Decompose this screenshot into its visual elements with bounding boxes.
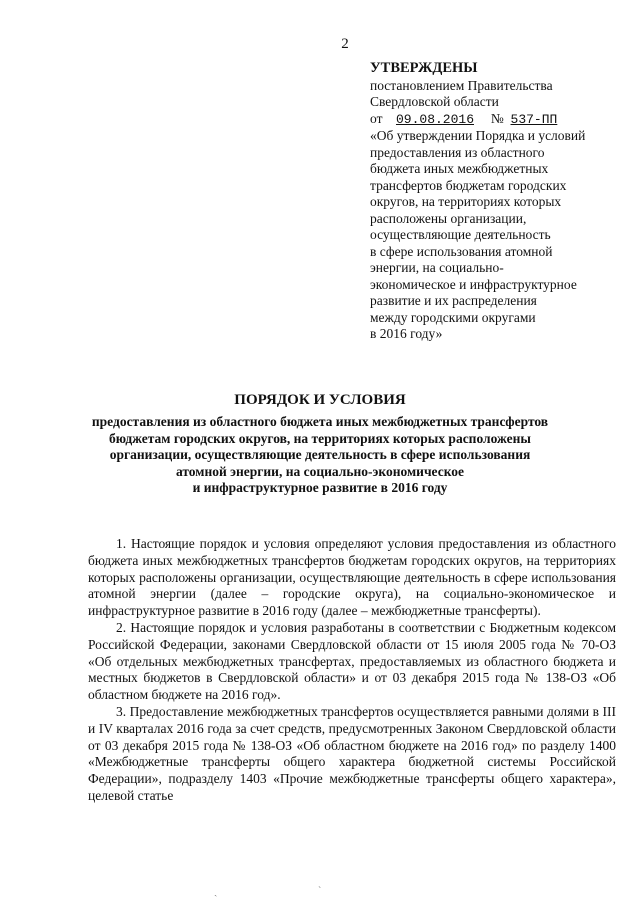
scan-speck: ˋ <box>318 886 322 897</box>
paragraph-3: 3. Предоставление межбюджетных трансфертов осуществляется равными долями в III и IV кварталах 2016 года за счет средств, предусмотренных Законом Свердловской области от 03 декабря 2015 года № 138-ОЗ «Об областном бюджете на 2016 год» по разделу 1400 «Межбюджетные трансферты общего характера бюджетной системы Российской Федерации», подразделу 1403 «Прочие межбюджетные трансферты общего характера», целевой статье <box>88 703 616 803</box>
paragraph-1: 1. Настоящие порядок и условия определяют условия предоставления из областного бюджета иных межбюджетных трансфертов бюджетам городских округов, на территориях которых расположены организации, осуществляющие деятельность в сфере использования атомной энергии (далее – городские округа), на социально-экономическое и инфраструктурное развитие в 2016 году (далее – межбюджетные трансферты). <box>88 536 616 619</box>
order-title: ПОРЯДОК И УСЛОВИЯ <box>234 392 406 408</box>
approval-about-line: в 2016 году» <box>370 326 443 341</box>
approval-about-line: расположены организации, <box>370 210 527 226</box>
approval-about-line: энергии, на социально- <box>370 260 504 275</box>
approval-date-number <box>370 111 630 129</box>
order-heading <box>60 392 580 497</box>
approval-about-line: развитие и их распределения <box>370 293 537 308</box>
order-subtitle-line: и инфраструктурное развитие в 2016 году <box>192 480 448 495</box>
document-body <box>88 536 616 805</box>
approval-about-line: осуществляющие деятельность <box>370 227 551 242</box>
approval-about-line: бюджета иных межбюджетных <box>370 161 549 176</box>
scan-speck: ˎ <box>214 886 218 897</box>
order-subtitle-line: атомной энергии, на социально-экономическое <box>175 463 465 479</box>
approval-about-line: экономическое и инфраструктурное <box>370 276 577 292</box>
paragraph-2: 2. Настоящие порядок и условия разработаны в соответствии с Бюджетным кодексом Российской Федерации, законами Свердловской области от 15 июля 2005 года № 70-ОЗ «Об отдельных межбюджетных трансфертах, предоставляемых из областного бюджета и местных бюджетов в Свердловской области» и от 03 декабря 2015 года № 138-ОЗ «Об областном бюджете на 2016 год». <box>88 619 616 703</box>
approval-number: 537-ПП <box>510 111 558 127</box>
approval-about-line: трансфертов бюджетам городских <box>370 177 567 193</box>
order-subtitle-line: предоставления из областного бюджета иных межбюджетных трансфертов <box>91 414 549 429</box>
approval-block <box>370 60 630 343</box>
order-subtitle-line: организации, осуществляющие деятельность в сфере использования <box>109 447 531 462</box>
approval-about-line: округов, на территориях которых <box>370 194 562 209</box>
approval-title: УТВЕРЖДЕНЫ <box>370 60 478 76</box>
page-number: 2 <box>341 36 349 52</box>
approval-about-line: «Об утверждении Порядка и условий <box>370 128 586 143</box>
approval-line: постановлением Правительства <box>370 77 553 93</box>
approval-line: Свердловской области <box>370 94 499 109</box>
number-prefix: № <box>490 110 504 126</box>
approval-about-line: между городскими округами <box>370 309 536 325</box>
approval-date: 09.08.2016 <box>395 111 474 127</box>
date-prefix: от <box>370 110 383 126</box>
approval-about-line: в сфере использования атомной <box>370 243 553 259</box>
approval-about-line: предоставления из областного <box>370 144 545 160</box>
order-subtitle-line: бюджетам городских округов, на территориях которых расположены <box>109 430 531 446</box>
